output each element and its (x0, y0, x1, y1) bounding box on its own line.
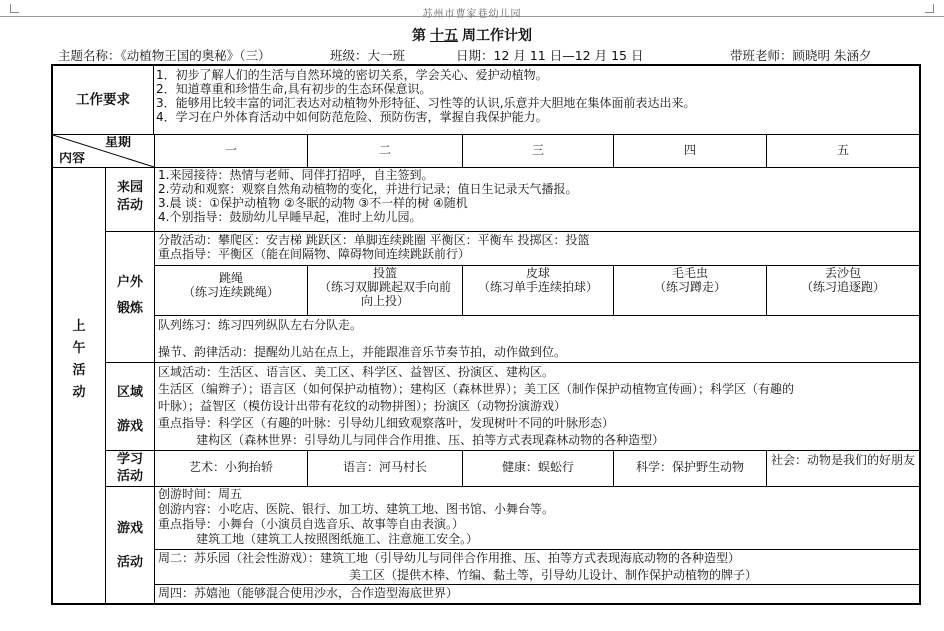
rhythm-activity: 操节、韵律活动：提醒幼儿站在点上，并能跟准音乐节奏节拍，动作做到位。 (158, 345, 567, 359)
title-suffix: 周工作计划 (462, 28, 532, 44)
arrival-line: 3.晨 谈：①保护动植物 ②冬眠的动物 ③不一样的树 ④随机 (158, 196, 468, 210)
learning-thursday: 科学：保护野生动物 (635, 460, 744, 474)
arrival-line: 2.劳动和观察：观察自然角动植物的变化，并进行记录；值日生记录天气播报。 (158, 182, 578, 196)
day-friday: 五 (836, 143, 849, 157)
outdoor-tuesday (308, 266, 462, 308)
requirement-item: 3．能够用比较丰富的词汇表达对动植物外形特征、习性等的认识,乐意并大胆地在集体面前表达出来。 (156, 96, 696, 110)
area-games-content (158, 364, 920, 449)
arrival-content (158, 168, 918, 224)
play-games-label (106, 512, 154, 580)
creative-play-content (158, 487, 918, 547)
day-monday: 一 (224, 143, 237, 157)
learning-friday: 社会：动物是我们的好朋友 (770, 453, 915, 467)
learning-wednesday: 健康：蜈蚣行 (501, 460, 574, 474)
area-line: 区域活动：生活区、语言区、美工区、科学区、益智区、扮演区、建构区。 (158, 365, 555, 379)
exercise-name: 皮球 (525, 266, 550, 280)
weekday-header-row (53, 134, 919, 168)
label-line: 来园 (116, 180, 143, 195)
date-range: 日期：12 月 11 日—12 月 15 日 (456, 48, 644, 63)
play-line: 创游内容：小吃店、医院、银行、加工坊、建筑工地、图书馆、小舞台等。 (158, 502, 555, 516)
arrival-label (106, 179, 154, 215)
arrival-line: 4.个别指导：鼓励幼儿早睡早起，准时上幼儿园。 (158, 210, 422, 224)
play-line: 创游时间：周五 (158, 487, 243, 501)
label-char: 活 (72, 363, 86, 378)
learning-monday: 艺术：小狗抬轿 (188, 460, 273, 474)
label-line: 游戏 (116, 521, 143, 536)
outdoor-areas-text: 分散活动：攀爬区：安吉梯 跳跃区：单脚连续跳圈 平衡区：平衡车 投掷区：投篮 (158, 233, 590, 247)
exercise-name: 毛毛虫 (671, 266, 708, 280)
exercise-desc: （练习单手连续拍球） (477, 280, 598, 294)
corner-content: 内容 (59, 152, 86, 166)
label-line: 学习 (116, 452, 143, 467)
title-prefix: 第 (412, 28, 426, 44)
exercise-desc: （练习双脚跳起双手向前向上投） (318, 280, 451, 308)
corner-weekday: 星期 (105, 136, 132, 150)
tuesday-play: 周二：苏乐园（社会性游戏）：建筑工地（引导幼儿与同伴合作用推、压、拍等方式表现海底动物的各种造型） (158, 551, 741, 565)
label-line: 活动 (116, 555, 143, 570)
play-line: 建筑工地（建筑工人按照图纸施工、注意施工安全。） (158, 532, 479, 546)
label-char: 午 (72, 341, 86, 356)
plan-table (51, 64, 921, 605)
morning-activity-label (53, 316, 105, 404)
exercise-name: 投篮 (372, 266, 397, 280)
area-line: 重点指导：科学区（有趣的叶脉：引导幼儿细致观察落叶，发现树叶不同的叶脉形态） (158, 416, 615, 430)
exercise-name: 跳绳 (218, 271, 243, 285)
work-requirements (156, 68, 916, 134)
area-line: 生活区（编辫子）；语言区（如何保护动植物）；建构区（森林世界）；美工区（制作保护动植物宣传画）；科学区（有趣的 (158, 382, 795, 396)
teachers: 带班老师：顾晓明 朱涵夕 (730, 48, 872, 63)
page-title (0, 25, 944, 45)
arrival-line: 1.来园接待：热情与老师、同伴打招呼，自主签到。 (158, 168, 434, 182)
area-games-label (106, 376, 154, 444)
exercise-desc: （练习连续跳绳） (182, 285, 279, 299)
label-line: 区域 (116, 385, 143, 400)
label-line: 锻炼 (116, 301, 143, 316)
day-tuesday: 二 (378, 143, 391, 157)
requirement-item: 1．初步了解人们的生活与自然环境的密切关系，学会关心、爱护动植物。 (156, 68, 548, 82)
outdoor-thursday (614, 266, 766, 294)
exercise-desc: （练习追逐跑） (800, 280, 885, 294)
outdoor-areas (158, 233, 918, 261)
learning-tuesday: 语言：河马村长 (342, 460, 427, 474)
formation-practice: 队列练习：练习四列纵队左右分队走。 (158, 318, 363, 332)
outdoor-label (106, 270, 154, 322)
area-line: 叶脉）；益智区（模仿设计出带有花纹的动物拼图）；扮演区（动物扮演游戏） (158, 399, 567, 413)
day-thursday: 四 (683, 143, 696, 157)
tuesday-play-art: 美工区（提供木棒、竹编、黏土等，引导幼儿设计、制作保护动植物的牌子） (349, 568, 758, 582)
label-line: 游戏 (116, 419, 143, 434)
label-char: 上 (72, 319, 86, 334)
exercise-desc: （练习蹲走） (653, 280, 726, 294)
requirement-item: 4．学习在户外体育活动中如何防范危险、预防伤害，掌握自我保护能力。 (156, 110, 548, 124)
label-line: 活动 (116, 198, 143, 213)
outdoor-focus-text: 重点指导：平衡区（能在间隔物、障碍物间连续跳跃前行） (158, 247, 471, 261)
theme-name: 主题名称：《动植物王国的奥秘》（三） (58, 48, 271, 63)
outdoor-friday (767, 266, 919, 294)
label-line: 活动 (116, 469, 143, 484)
week-number: 十五 (430, 28, 458, 44)
requirement-item: 2．知道尊重和珍惜生命,具有初步的生态环保意识。 (156, 82, 432, 96)
play-line: 重点指导：小舞台（小演员自选音乐、故事等自由表演。） (158, 517, 465, 531)
thursday-play: 周四：苏嬉池（能够混合使用沙水，合作造型海底世界） (158, 586, 459, 600)
area-line: 建构区（森林世界：引导幼儿与同伴合作用推、压、拍等方式表现森林动物的各种造型） (158, 433, 665, 447)
outdoor-monday (155, 271, 307, 299)
outdoor-wednesday (463, 266, 613, 294)
work-requirements-label: 工作要求 (53, 66, 154, 134)
class-name: 班级：大一班 (330, 48, 406, 63)
day-wednesday: 三 (531, 143, 544, 157)
plan-meta (58, 46, 928, 64)
learning-label (106, 451, 154, 485)
label-char: 动 (72, 385, 86, 400)
label-line: 户外 (116, 275, 143, 290)
school-name: 苏州市曹家巷幼儿园 (422, 9, 522, 20)
exercise-name: 丢沙包 (824, 266, 861, 280)
